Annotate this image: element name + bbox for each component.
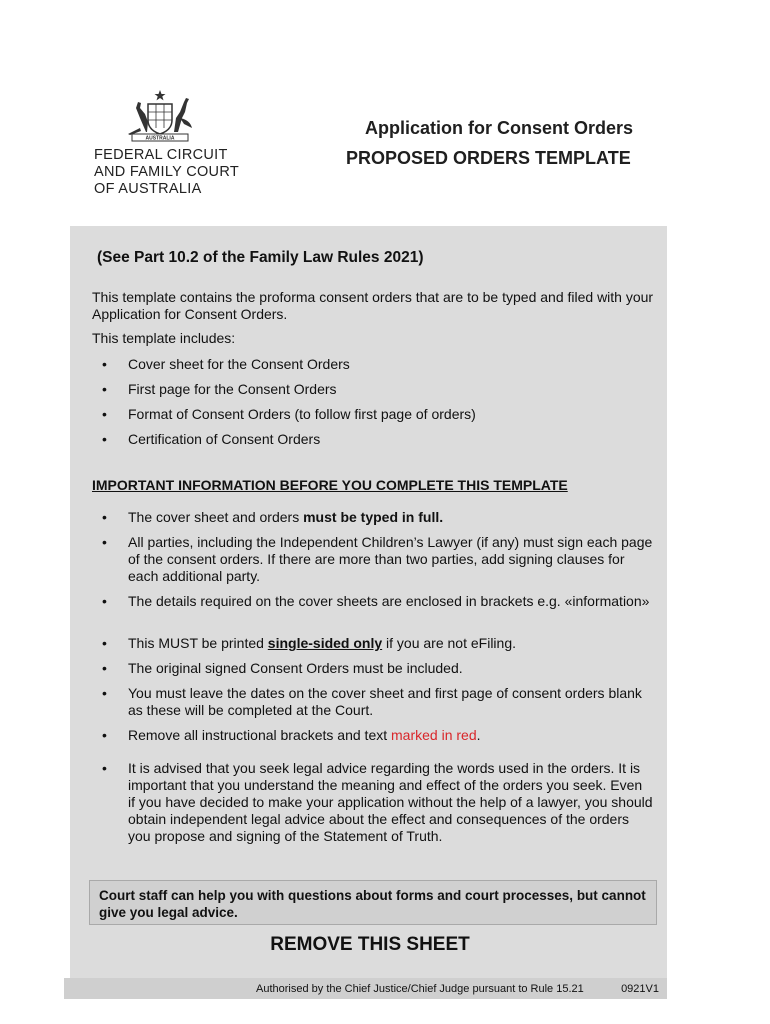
bullet-icon: • (102, 635, 107, 651)
list-item-text: The cover sheet and orders must be typed in full. (128, 509, 444, 525)
form-code: 0921V1 (621, 983, 659, 995)
bullet-icon: • (102, 685, 107, 701)
document-title: Application for Consent Orders (365, 118, 634, 138)
includes-label: This template includes: (92, 330, 236, 346)
list-item-text: You must leave the dates on the cover sheet and first page of consent orders blank as these will be completed at the Court. (128, 685, 642, 718)
authorisation-text: Authorised by the Chief Justice/Chief Judge pursuant to Rule 15.21 (256, 983, 584, 995)
list-item-text: It is advised that you seek legal advice regarding the words used in the orders. It is important that you understand the meaning and effect of the orders you seek. Even if you have decided to make your application without the help of a lawyer, you should obtain independent legal advice about the effect and consequences of the orders you propose and signing of the Statement of Truth. (128, 760, 653, 844)
court-name (94, 147, 239, 198)
list-item-text: Format of Consent Orders (to follow first page of orders) (128, 406, 476, 422)
bullet-icon: • (102, 356, 107, 372)
list-item-text: The details required on the cover sheets are enclosed in brackets e.g. «information» (128, 593, 650, 609)
court-staff-notice: Court staff can help you with questions about forms and court processes, but cannot give you legal advice. (89, 880, 657, 925)
bullet-icon: • (102, 727, 107, 743)
crest-banner-text: AUSTRALIA (145, 135, 175, 142)
bullet-icon: • (102, 431, 107, 447)
part-reference: (See Part 10.2 of the Family Law Rules 2021) (97, 249, 424, 266)
court-name-line-2: AND FAMILY COURT (94, 164, 239, 180)
bullet-icon: • (102, 509, 107, 525)
document-subtitle: PROPOSED ORDERS TEMPLATE (346, 148, 631, 168)
court-name-line-1: FEDERAL CIRCUIT (94, 147, 228, 163)
bullet-icon: • (102, 534, 107, 550)
bullet-icon: • (102, 760, 107, 776)
list-item-text: Certification of Consent Orders (128, 431, 321, 447)
bullet-icon: • (102, 381, 107, 397)
footer (64, 978, 667, 999)
list-item-text: All parties, including the Independent Children’s Lawyer (if any) must sign each page of the consent orders. If there are more than two parties, add signing clauses for each additional party. (128, 534, 653, 584)
coat-of-arms-icon (118, 88, 202, 144)
list-item-text: Remove all instructional brackets and text marked in red. (128, 727, 481, 743)
list-item-text: First page for the Consent Orders (128, 381, 337, 397)
intro-text: This template contains the proforma consent orders that are to be typed and filed with your Application for Consent Orders. (92, 289, 654, 322)
remove-sheet-heading: REMOVE THIS SHEET (270, 934, 470, 955)
bullet-icon: • (102, 406, 107, 422)
court-name-line-3: OF AUSTRALIA (94, 181, 202, 197)
bullet-icon: • (102, 593, 107, 609)
bullet-icon: • (102, 660, 107, 676)
list-item-text: The original signed Consent Orders must be included. (128, 660, 463, 676)
important-heading: IMPORTANT INFORMATION BEFORE YOU COMPLETE THIS TEMPLATE (92, 477, 568, 493)
list-item-text: Cover sheet for the Consent Orders (128, 356, 350, 372)
list-item-text: This MUST be printed single-sided only if you are not eFiling. (128, 635, 517, 651)
